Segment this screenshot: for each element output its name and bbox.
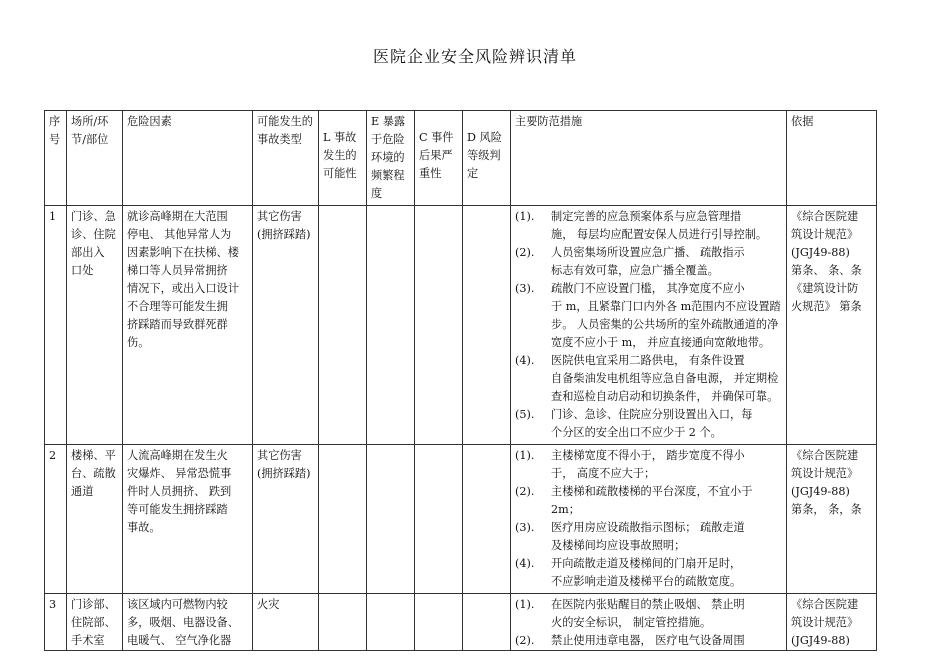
- row-d: [463, 594, 511, 651]
- row-d: [463, 206, 511, 445]
- row-measures: [511, 206, 787, 445]
- measure-number: (3).: [515, 282, 535, 295]
- row-number: 2: [45, 445, 67, 594]
- measure-item: [515, 208, 782, 244]
- row-place: 楼梯、平 台、疏散 通道: [67, 445, 123, 594]
- row-l: [319, 445, 367, 594]
- measure-item: [515, 483, 782, 519]
- row-place: 门诊部、 住院部、 手术室: [67, 594, 123, 651]
- row-accident-type: 其它伤害 (拥挤踩踏): [253, 445, 319, 594]
- measure-number: (2).: [515, 634, 535, 647]
- measure-text: 医疗用房应设疏散指示图标； 疏散走道 及楼梯间均应设事故照明；: [551, 521, 745, 552]
- row-e: [367, 594, 415, 651]
- header-place: 场所/环 节/部位: [67, 111, 123, 206]
- measure-text: 主楼梯和疏散楼梯的平台深度，不宜小于 2m；: [551, 485, 753, 516]
- measure-number: (4).: [515, 557, 535, 570]
- table-row: [45, 206, 877, 445]
- measure-item: [515, 596, 782, 632]
- measure-text: 禁止使用违章电器， 医疗电气设备周围: [551, 634, 745, 647]
- row-d: [463, 445, 511, 594]
- measure-item: [515, 406, 782, 442]
- row-hazard: 该区域内可燃物内较 多，吸烟、电器设备、 电暖气、 空气净化器: [123, 594, 253, 651]
- measure-number: (1).: [515, 598, 535, 611]
- header-no: 序 号: [45, 111, 67, 206]
- header-d: D 风险 等级判 定: [463, 111, 511, 206]
- measure-text: 开向疏散走道及楼梯间的门扇开足时， 不应影响走道及楼梯平台的疏散宽度。: [551, 557, 742, 588]
- page-title: 医院企业安全风险辨识清单: [372, 47, 577, 66]
- measure-number: (2).: [515, 246, 535, 259]
- header-e: E 暴露 于危险 环境的 频繁程 度: [367, 111, 415, 206]
- table-row: [45, 445, 877, 594]
- measure-number: (2).: [515, 485, 535, 498]
- measure-item: [515, 555, 782, 591]
- row-measures: [511, 594, 787, 651]
- row-c: [415, 206, 463, 445]
- row-hazard: 就诊高峰期在大范围 停电、 其他异常人为 因素影响下在扶梯、楼 梯口等人员异常拥挤 情况下，或出入口设计 不合理等可能发生拥 挤踩踏而导致群死群 伤。: [123, 206, 253, 445]
- measure-text: 门诊、急诊、住院应分别设置出入口，每 个分区的安全出口不应少于 2 个。: [551, 408, 753, 439]
- measure-text: 人员密集场所设置应急广播、 疏散指示 标志有效可靠，应急广播全覆盖。: [551, 246, 745, 277]
- row-accident-type: 其它伤害 (拥挤踩踏): [253, 206, 319, 445]
- row-basis: 《综合医院建 筑设计规范》 (JGJ49-88): [787, 594, 877, 651]
- measure-number: (5).: [515, 408, 535, 421]
- measure-item: [515, 280, 782, 352]
- risk-table: [44, 110, 877, 651]
- row-hazard: 人流高峰期在发生火 灾爆炸、 异常恐慌事 件时人员拥挤、 跌到 等可能发生拥挤踩踏 事故。: [123, 445, 253, 594]
- measure-number: (1).: [515, 449, 535, 462]
- measure-number: (1).: [515, 210, 535, 223]
- row-c: [415, 445, 463, 594]
- header-c: C 事件 后果严 重性: [415, 111, 463, 206]
- row-c: [415, 594, 463, 651]
- row-basis: 《综合医院建 筑设计规范》 (JGJ49-88) 第条， 条，条: [787, 445, 877, 594]
- row-number: 1: [45, 206, 67, 445]
- measure-text: 疏散门不应设置门槛， 其净宽度不应小 于 m，且紧靠门口内外各 m范围内不应设置踏 步。 人员密集的公共场所的室外疏散通道的净 宽度不应小于 m， 并应直接通向宽敞地带。: [551, 282, 781, 349]
- row-number: 3: [45, 594, 67, 651]
- header-row: [45, 111, 877, 206]
- header-measures: 主要防范措施: [511, 111, 787, 206]
- header-basis: 依据: [787, 111, 877, 206]
- row-place: 门诊、急 诊、住院 部出入 口处: [67, 206, 123, 445]
- table-row: [45, 594, 877, 651]
- header-hazard: 危险因素: [123, 111, 253, 206]
- row-l: [319, 206, 367, 445]
- row-e: [367, 206, 415, 445]
- measure-text: 主楼梯宽度不得小于， 踏步宽度不得小 于， 高度不应大于；: [551, 449, 745, 480]
- measure-item: [515, 352, 782, 406]
- row-measures: [511, 445, 787, 594]
- measure-item: [515, 244, 782, 280]
- row-e: [367, 445, 415, 594]
- measure-number: (4).: [515, 354, 535, 367]
- measure-text: 医院供电宜采用二路供电， 有条件设置 自备柴油发电机组等应急自备电源， 并定期检 查和巡检自动启动和切换条件， 并确保可靠。: [551, 354, 779, 403]
- header-l: L 事故 发生的 可能性: [319, 111, 367, 206]
- row-accident-type: 火灾: [253, 594, 319, 651]
- measure-item: [515, 519, 782, 555]
- measure-item: [515, 447, 782, 483]
- measure-item: [515, 632, 782, 650]
- measure-text: 在医院内张贴醒目的禁止吸烟、 禁止明 火的安全标识， 制定管控措施。: [551, 598, 745, 629]
- row-basis: 《综合医院建 筑设计规范》 (JGJ49-88) 第条、 条、条 《建筑设计防 火规范》 第条: [787, 206, 877, 445]
- measure-number: (3).: [515, 521, 535, 534]
- measure-text: 制定完善的应急预案体系与应急管理措 施， 每层均应配置安保人员进行引导控制。: [551, 210, 768, 241]
- header-accident-type: 可能发生的 事故类型: [253, 111, 319, 206]
- row-l: [319, 594, 367, 651]
